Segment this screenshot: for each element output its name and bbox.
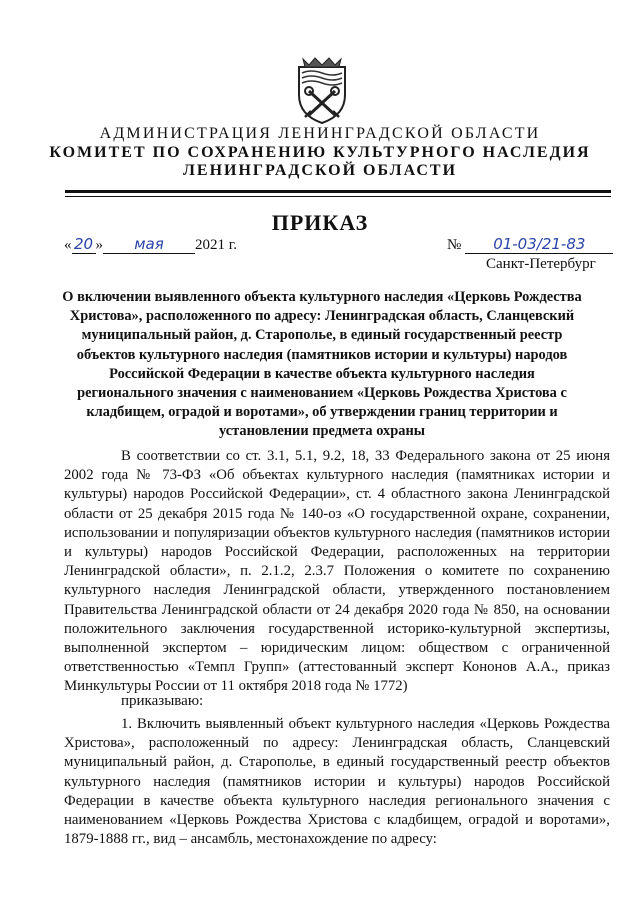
preamble-text: В соответствии со ст. 3.1, 5.1, 9.2, 18, 33 Федерального закона от 25 июня 2002 года № 73-ФЗ «Об объектах культурного наследия (памятниках истории и культуры) народов Российской Федерации», ст. 4 областного закона Ленинградской области от 25 декабря 2015 года № 140-оз «О государственной охране, сохранении, использовании и популяризации объектов культурного наследия (памятников истории и культуры) народов Российской Федерации, расположенных на территории Ленинградской области», п. 2.1.2, 2.3.7 Положения о комитете по сохранению культурного наследия Ленинградской области, утвержденного постановлением Правительства Ленинградской области от 24 декабря 2020 года № 850, на основании положительного заключения государственной историко-культурной экспертизы, выполненной экспертом – юридическим лицом: обществом с ограниченной ответственностью «Темпл Групп» (аттестованный эксперт Кононов А.А., приказ Минкультуры России от 11 октября 2018 года № 1772): [64, 448, 610, 695]
region-heading: ЛЕНИНГРАДСКОЙ ОБЛАСТИ: [182, 162, 458, 179]
item-1-paragraph: [64, 715, 610, 849]
date-day: 20: [72, 235, 96, 254]
order-subject: О включении выявленного объекта культурного наследия «Церковь Рождества Христова», расположенного по адресу: Ленинградская область, Сланцевский муниципальный район, д. Старополье, в единый государственный реестр объектов культурного наследия (памятников истории и культуры) народов Российской Федерации в качестве объекта культурного наследия регионального значения с наименованием «Церковь Рождества Христова с кладбищем, оградой и воротами», об утверждении границ территории и установлении предмета охраны: [62, 289, 582, 440]
order-number: [447, 235, 613, 254]
administration-heading: АДМИНИСТРАЦИЯ ЛЕНИНГРАДСКОЙ ОБЛАСТИ: [99, 125, 541, 142]
committee-heading: КОМИТЕТ ПО СОХРАНЕНИЮ КУЛЬТУРНОГО НАСЛЕДИЯ: [49, 144, 591, 161]
date-month: мая: [103, 235, 195, 254]
preamble-paragraph: [64, 447, 610, 697]
header-divider-thin: [65, 196, 611, 197]
date-year: 2021 г.: [195, 237, 237, 253]
coat-of-arms-emblem: [293, 55, 351, 125]
document-title: ПРИКАЗ: [271, 210, 369, 235]
number-sign: №: [447, 237, 462, 253]
order-word: приказываю:: [121, 693, 204, 709]
order-date: [64, 235, 237, 254]
date-open-quote: «: [64, 237, 72, 253]
header-divider-thick: [65, 190, 611, 193]
item-1-text: 1. Включить выявленный объект культурного наследия «Церковь Рождества Христова», расположенный по адресу: Ленинградская область, Сланцевский муниципальный район, д. Старополье, в единый государственный реестр объектов культурного наследия (памятников истории и культуры) народов Российской Федерации в качестве объекта культурного наследия регионального значения с наименованием «Церковь Рождества Христова с кладбищем, оградой и воротами», 1879-1888 гг., вид – ансамбль, местонахождение по адресу:: [64, 716, 610, 848]
number-value: 01-03/21-83: [465, 235, 613, 254]
city-name: Санкт-Петербург: [486, 256, 596, 272]
date-close-quote: »: [95, 237, 103, 253]
